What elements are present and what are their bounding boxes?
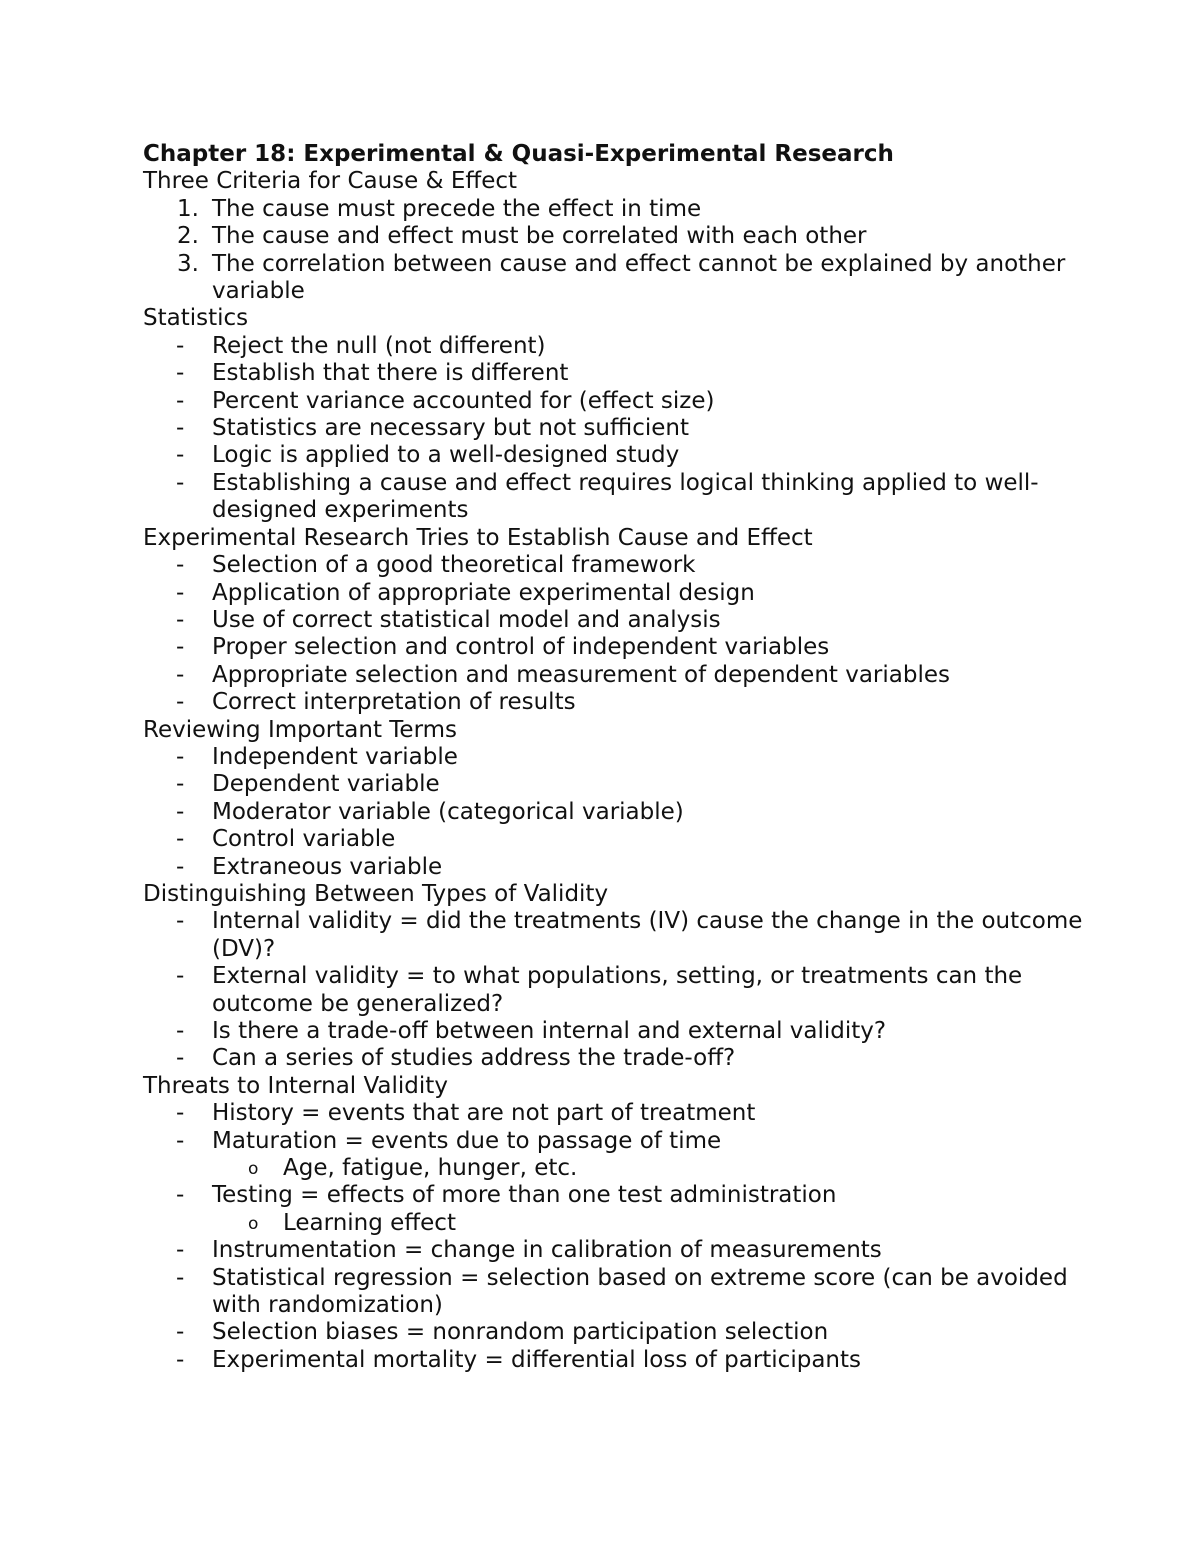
list-item xyxy=(143,854,1083,881)
list-item xyxy=(143,1347,1083,1374)
list-item xyxy=(143,1319,1083,1346)
bullet-list xyxy=(143,908,1083,1072)
list-item xyxy=(143,1237,1083,1264)
list-item-text: Establishing a cause and effect requires logical thinking applied to well-designed experiments xyxy=(212,469,1039,524)
list-item xyxy=(143,662,1083,689)
list-number: 1. xyxy=(177,195,199,222)
list-item xyxy=(143,388,1083,415)
list-item xyxy=(143,771,1083,798)
list-item-text: Learning effect xyxy=(283,1209,456,1236)
bullet-list xyxy=(143,1100,1083,1374)
list-item-text: Selection biases = nonrandom participation selection xyxy=(212,1319,829,1346)
list-item-text: Percent variance accounted for (effect size) xyxy=(212,387,715,414)
list-item-text: Moderator variable (categorical variable) xyxy=(212,798,684,825)
list-item-text: Reject the null (not different) xyxy=(212,332,546,359)
dash-bullet: - xyxy=(176,1346,185,1373)
list-item xyxy=(143,1265,1083,1320)
dash-bullet: - xyxy=(176,387,185,414)
list-item-text: External validity = to what populations, setting, or treatments can the outcome be generalized? xyxy=(212,963,1023,1017)
dash-bullet: - xyxy=(176,661,185,688)
dash-bullet: - xyxy=(176,1100,185,1127)
bullet-list xyxy=(143,333,1083,525)
dash-bullet: - xyxy=(176,1127,185,1154)
dash-bullet: - xyxy=(176,634,185,661)
section-heading: Experimental Research Tries to Establish Cause and Effect xyxy=(143,524,813,551)
dash-bullet: - xyxy=(176,963,185,990)
document-title: Chapter 18: Experimental & Quasi-Experimental Research xyxy=(143,141,894,167)
list-item-text: History = events that are not part of treatment xyxy=(212,1100,756,1127)
dash-bullet: - xyxy=(176,1319,185,1346)
numbered-list xyxy=(143,196,1083,306)
dash-bullet: - xyxy=(176,415,185,442)
list-item-text: Control variable xyxy=(212,826,396,853)
circle-bullet: o xyxy=(248,1213,259,1234)
list-item xyxy=(143,251,1083,306)
dash-bullet: - xyxy=(176,1264,185,1291)
dash-bullet: - xyxy=(176,552,185,579)
list-item-text: The cause and effect must be correlated with each other xyxy=(212,223,867,250)
list-item xyxy=(143,826,1083,853)
list-item-text: Age, fatigue, hunger, etc. xyxy=(283,1155,578,1182)
dash-bullet: - xyxy=(176,442,185,469)
list-item xyxy=(143,1128,1083,1155)
dash-bullet: - xyxy=(176,606,185,633)
list-item-text: Logic is applied to a well-designed study xyxy=(212,442,680,469)
dash-bullet: - xyxy=(176,853,185,880)
list-number: 2. xyxy=(177,223,199,250)
list-item-text: Proper selection and control of independent variables xyxy=(212,634,830,661)
dash-bullet: - xyxy=(176,798,185,825)
sub-list-item xyxy=(143,1210,1083,1237)
dash-bullet: - xyxy=(176,826,185,853)
list-item-text: Internal validity = did the treatments (IV) cause the change in the outcome (DV)? xyxy=(212,908,1083,962)
list-item xyxy=(143,689,1083,716)
list-item-text: The correlation between cause and effect cannot be explained by another variable xyxy=(212,250,1066,305)
dash-bullet: - xyxy=(176,332,185,359)
list-item xyxy=(143,360,1083,387)
list-item xyxy=(143,196,1083,223)
section-heading: Three Criteria for Cause & Effect xyxy=(143,168,518,195)
list-item xyxy=(143,442,1083,469)
list-item-text: Statistical regression = selection based on extreme score (can be avoided with randomization) xyxy=(212,1264,1068,1319)
list-item xyxy=(143,470,1083,525)
list-item xyxy=(143,333,1083,360)
list-item-text: Selection of a good theoretical framework xyxy=(212,552,696,579)
sub-list-item xyxy=(143,1155,1083,1182)
bullet-list xyxy=(143,744,1083,881)
dash-bullet: - xyxy=(176,360,185,387)
dash-bullet: - xyxy=(176,1045,185,1072)
dash-bullet: - xyxy=(176,1237,185,1264)
list-item-text: Maturation = events due to passage of time xyxy=(212,1127,722,1154)
dash-bullet: - xyxy=(176,1018,185,1044)
list-item xyxy=(143,744,1083,771)
list-item-text: Is there a trade-off between internal and external validity? xyxy=(212,1018,887,1044)
dash-bullet: - xyxy=(176,689,185,716)
section-heading: Statistics xyxy=(143,305,249,332)
dash-bullet: - xyxy=(176,743,185,770)
list-item xyxy=(143,634,1083,661)
list-item xyxy=(143,1182,1083,1209)
list-item-text: Use of correct statistical model and analysis xyxy=(212,606,721,633)
dash-bullet: - xyxy=(176,771,185,798)
list-item-text: Correct interpretation of results xyxy=(212,689,576,716)
dash-bullet: - xyxy=(176,1182,185,1209)
list-item-text: Experimental mortality = differential loss of participants xyxy=(212,1346,861,1373)
list-item-text: The cause must precede the effect in time xyxy=(212,195,702,222)
list-item xyxy=(143,415,1083,442)
section-heading: Distinguishing Between Types of Validity xyxy=(143,880,609,907)
list-item-text: Appropriate selection and measurement of dependent variables xyxy=(212,661,950,688)
circle-bullet: o xyxy=(248,1159,259,1180)
list-item xyxy=(143,580,1083,607)
list-item-text: Establish that there is different xyxy=(212,360,569,387)
list-item-text: Extraneous variable xyxy=(212,853,443,880)
list-item xyxy=(143,552,1083,579)
list-item-text: Can a series of studies address the trade-off? xyxy=(212,1045,736,1072)
list-number: 3. xyxy=(177,250,199,277)
list-item xyxy=(143,1100,1083,1127)
list-item xyxy=(143,1018,1083,1045)
list-item xyxy=(143,607,1083,634)
list-item-text: Dependent variable xyxy=(212,771,440,798)
dash-bullet: - xyxy=(176,908,185,935)
dash-bullet: - xyxy=(176,579,185,606)
bullet-list xyxy=(143,552,1083,716)
document-page xyxy=(143,141,1083,1374)
list-item-text: Statistics are necessary but not sufficient xyxy=(212,415,689,442)
list-item xyxy=(143,223,1083,250)
list-item xyxy=(143,908,1083,963)
list-item-text: Testing = effects of more than one test administration xyxy=(212,1182,837,1209)
list-item-text: Application of appropriate experimental design xyxy=(212,579,755,606)
list-item xyxy=(143,799,1083,826)
dash-bullet: - xyxy=(176,469,185,496)
list-item xyxy=(143,963,1083,1018)
list-item xyxy=(143,1045,1083,1072)
section-heading: Reviewing Important Terms xyxy=(143,716,458,743)
list-item-text: Independent variable xyxy=(212,743,458,770)
section-heading: Threats to Internal Validity xyxy=(143,1072,448,1099)
list-item-text: Instrumentation = change in calibration of measurements xyxy=(212,1237,882,1264)
